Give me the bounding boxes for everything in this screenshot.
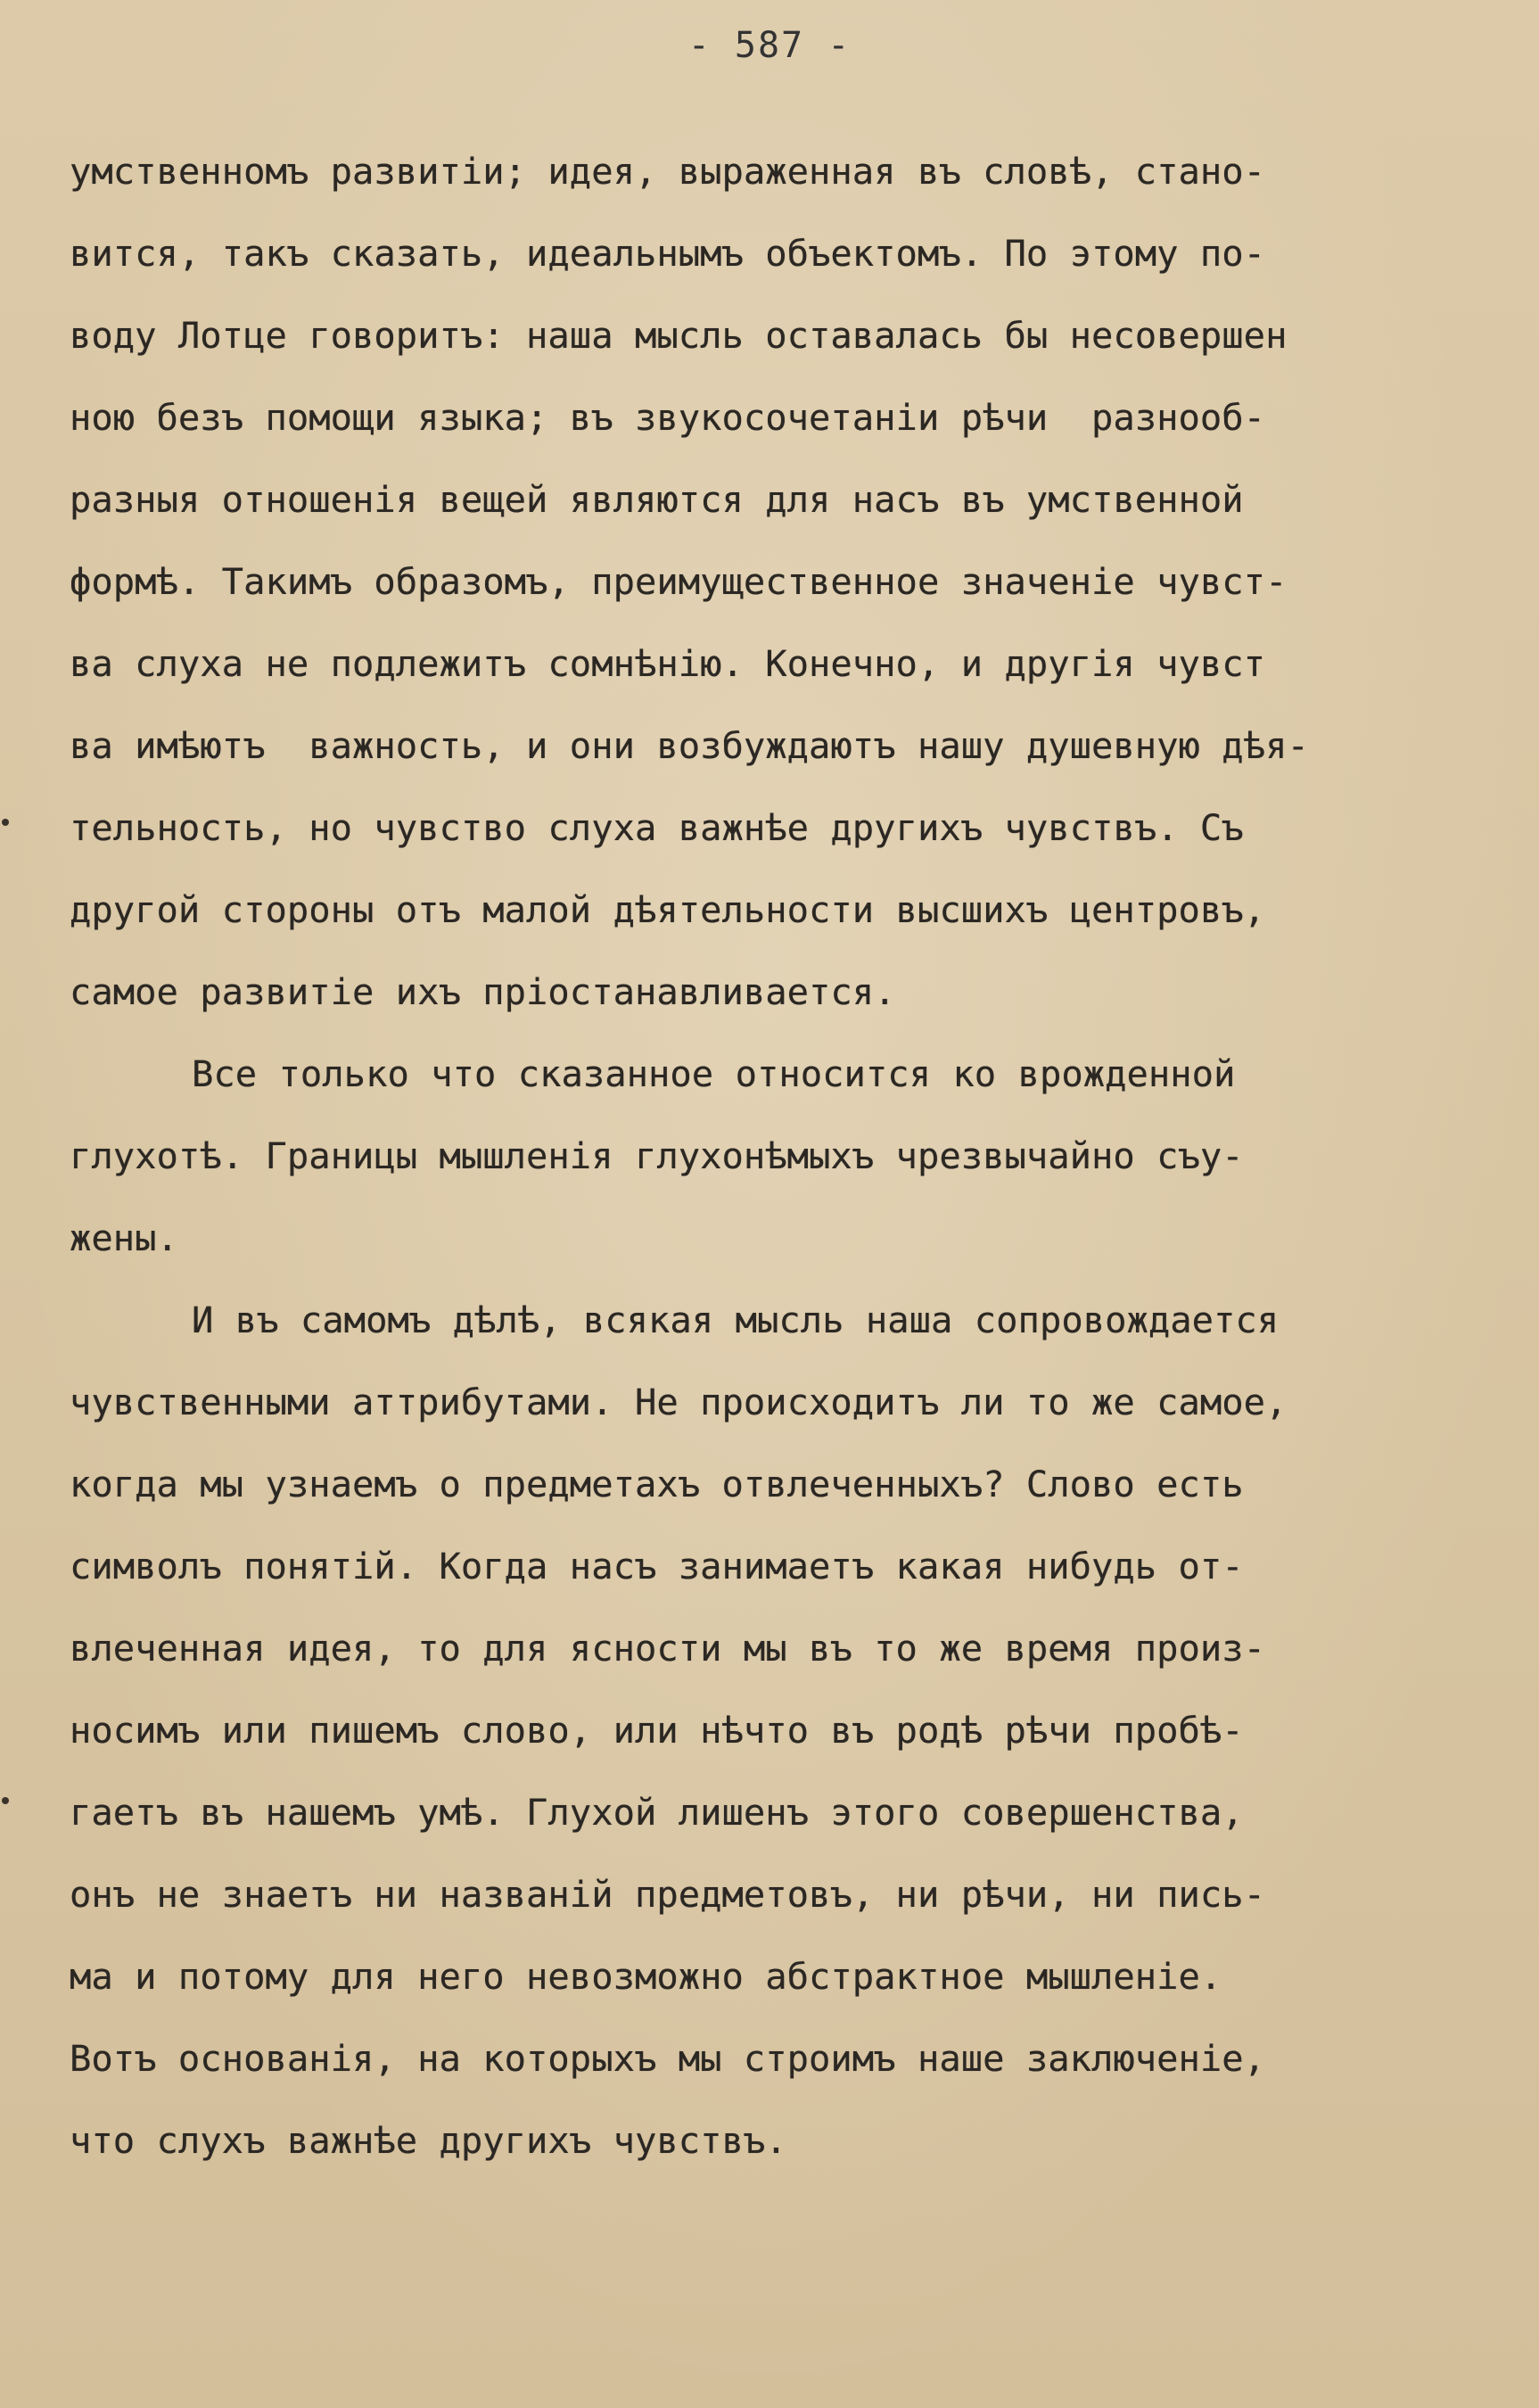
text-line: чувственными аттрибутами. Не происходитъ ли то же самое, (70, 1381, 1288, 1423)
text-line: Вотъ основанiя, на которыхъ мы строимъ наше заключенiе, (70, 2037, 1266, 2080)
text-line: ма и потому для него невозможно абстрактное мышленiе. (70, 1955, 1222, 1998)
text-line: ною безъ помощи языка; въ звукосочетанiи рѣчи разнооб- (70, 396, 1266, 439)
text-line: носимъ или пишемъ слово, или нѣчто въ родѣ рѣчи пробѣ- (70, 1709, 1244, 1752)
text-line: тельность, но чувство слуха важнѣе другихъ чувствъ. Съ (70, 806, 1244, 849)
margin-dot-mark (2, 1797, 9, 1804)
text-line: вится, такъ сказать, идеальнымъ объектомъ. По этому по- (70, 232, 1266, 275)
text-line: формѣ. Такимъ образомъ, преимущественное значенiе чувст- (70, 560, 1288, 603)
text-line: жены. (70, 1216, 178, 1259)
text-line: воду Лотце говоритъ: наша мысль оставалась бы несовершен (70, 314, 1288, 357)
text-line: что слухъ важнѣе другихъ чувствъ. (70, 2119, 787, 2162)
text-line: другой стороны отъ малой дѣятельности высшихъ центровъ, (70, 888, 1266, 931)
text-line: ва слуха не подлежитъ сомнѣнiю. Конечно, и другiя чувст (70, 642, 1266, 685)
page-number: - 587 - (687, 25, 852, 66)
text-line: глухотѣ. Границы мышленiя глухонѣмыхъ чрезвычайно съу- (70, 1134, 1244, 1177)
text-line: онъ не знаетъ ни названiй предметовъ, ни рѣчи, ни пись- (70, 1873, 1266, 1916)
paragraph-start-line: Все только что сказанное относится ко врожденной (192, 1052, 1236, 1095)
paragraph-start-line: И въ самомъ дѣлѣ, всякая мысль наша сопровождается (192, 1299, 1280, 1341)
margin-dot-mark (2, 819, 9, 826)
text-line: символъ понятiй. Когда насъ занимаетъ какая нибудь от- (70, 1545, 1244, 1587)
text-line: разныя отношенiя вещей являются для насъ въ умственной (70, 478, 1244, 521)
text-line: ва имѣютъ важность, и они возбуждаютъ нашу душевную дѣя- (70, 724, 1309, 767)
text-line: гаетъ въ нашемъ умѣ. Глухой лишенъ этого совершенства, (70, 1791, 1244, 1834)
body-text (70, 143, 1461, 2194)
text-line: когда мы узнаемъ о предметахъ отвлеченныхъ? Слово есть (70, 1463, 1244, 1505)
text-line: самое развитiе ихъ прiостанавливается. (70, 970, 896, 1013)
text-line: влеченная идея, то для ясности мы въ то же время произ- (70, 1627, 1266, 1670)
text-line: умственномъ развитiи; идея, выраженная въ словѣ, стано- (70, 150, 1266, 193)
